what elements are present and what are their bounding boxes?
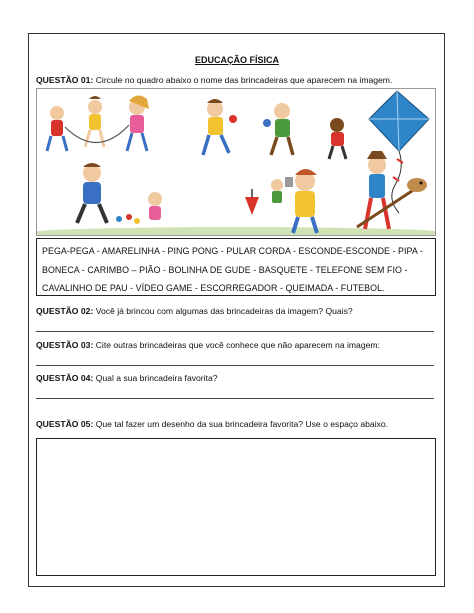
question-2-text: Você já brincou com algumas das brincadeiras da imagem? Quais? [93, 306, 353, 316]
spinning-top-icon [245, 179, 283, 215]
ground-shape [37, 227, 436, 236]
question-5-label: QUESTÃO 05: [36, 419, 94, 429]
answer-line-4[interactable] [36, 398, 434, 399]
string-telephone-kid-icon [285, 169, 317, 233]
answer-line-3[interactable] [36, 365, 434, 366]
answer-line-2[interactable] [36, 331, 434, 332]
illustration-svg [37, 89, 436, 236]
question-3 [36, 340, 380, 350]
question-3-text: Cite outras brincadeiras que você conhece que não aparecem na imagem: [93, 340, 380, 350]
question-3-label: QUESTÃO 03: [36, 340, 94, 350]
question-5 [36, 419, 388, 429]
games-word-box [36, 238, 436, 296]
question-4-text: Qual a sua brincadeira favorita? [93, 373, 218, 383]
question-1-text: Circule no quadro abaixo o nome das brincadeiras que aparecem na imagem. [93, 75, 393, 85]
question-4-label: QUESTÃO 04: [36, 373, 94, 383]
jump-rope-kids-icon [47, 95, 149, 151]
page-title: EDUCAÇÃO FÍSICA [194, 55, 279, 65]
question-2-label: QUESTÃO 02: [36, 306, 94, 316]
games-list-line-3[interactable]: CAVALINHO DE PAU - VÍDEO GAME - ESCORREGADOR - QUEIMADA - FUTEBOL. [42, 283, 385, 293]
children-playing-illustration [36, 88, 436, 236]
games-list-line-1[interactable]: PEGA-PEGA - AMARELINHA - PING PONG - PULAR CORDA - ESCONDE-ESCONDE - PIPA - [42, 246, 423, 256]
hobby-horse-kid-icon [357, 151, 427, 229]
question-2 [36, 306, 353, 316]
question-4 [36, 373, 218, 383]
question-1-label: QUESTÃO 01: [36, 75, 94, 85]
marbles-kid-icon [77, 163, 162, 224]
drawing-area[interactable] [36, 438, 436, 576]
games-list-line-2[interactable]: BONECA - CARIMBO – PIÃO - BOLINHA DE GUDE - BASQUETE - TELEFONE SEM FIO - [42, 264, 408, 275]
question-5-text: Que tal fazer um desenho da sua brincadeira favorita? Use o espaço abaixo. [93, 419, 389, 429]
kid-with-ball-icon [329, 118, 346, 159]
question-1 [36, 75, 392, 85]
ping-pong-kids-icon [203, 99, 293, 155]
